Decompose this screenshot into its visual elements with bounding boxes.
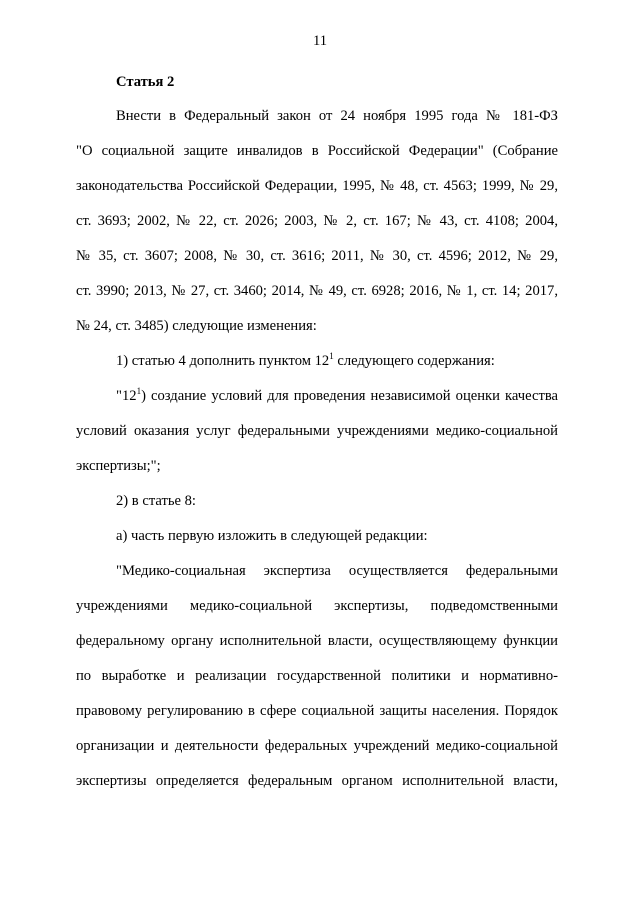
- text-line-9: [116, 386, 558, 406]
- text-line-2: "О социальной защите инвалидов в Российской Федерации" (Собрание: [76, 143, 558, 159]
- text-line-9-end: ) создание условий для проведения независимой оценки качества: [141, 388, 558, 404]
- page-number: 11: [312, 33, 328, 49]
- text-line-11: экспертизы;";: [76, 458, 161, 474]
- text-line-19: организации и деятельности федеральных учреждений медико-социальной: [76, 738, 558, 754]
- text-line-15: учреждениями медико-социальной экспертизы, подведомственными: [76, 598, 558, 614]
- text-line-16: федеральному органу исполнительной власти, осуществляющему функции: [76, 633, 558, 649]
- article-title: Статья 2: [116, 74, 175, 90]
- text-line-17: по выработке и реализации государственной политики и нормативно-: [76, 668, 558, 684]
- text-line-9-start: "12: [116, 388, 137, 404]
- text-line-8-end: следующего содержания:: [333, 353, 495, 369]
- text-line-13: а) часть первую изложить в следующей редакции:: [116, 528, 428, 544]
- text-line-14: "Медико-социальная экспертиза осуществляется федеральными: [116, 563, 558, 579]
- text-line-1: Внести в Федеральный закон от 24 ноября 1995 года № 181-ФЗ: [116, 108, 558, 124]
- text-line-6: ст. 3990; 2013, № 27, ст. 3460; 2014, № 49, ст. 6928; 2016, № 1, ст. 14; 2017,: [76, 283, 558, 299]
- text-line-4: ст. 3693; 2002, № 22, ст. 2026; 2003, № 2, ст. 167; № 43, ст. 4108; 2004,: [76, 213, 558, 229]
- text-line-8: [116, 351, 558, 371]
- text-line-18: правовому регулированию в сфере социальной защиты населения. Порядок: [76, 703, 558, 719]
- text-line-7: № 24, ст. 3485) следующие изменения:: [76, 318, 317, 334]
- text-line-20: экспертизы определяется федеральным органом исполнительной власти,: [76, 773, 558, 789]
- text-line-3: законодательства Российской Федерации, 1995, № 48, ст. 4563; 1999, № 29,: [76, 178, 558, 194]
- text-line-5: № 35, ст. 3607; 2008, № 30, ст. 3616; 2011, № 30, ст. 4596; 2012, № 29,: [76, 248, 558, 264]
- superscript: 1: [136, 386, 142, 396]
- text-line-12: 2) в статье 8:: [116, 493, 196, 509]
- text-line-8-start: 1) статью 4 дополнить пунктом 12: [116, 353, 330, 369]
- superscript: 1: [329, 351, 334, 361]
- text-line-10: условий оказания услуг федеральными учреждениями медико-социальной: [76, 423, 558, 439]
